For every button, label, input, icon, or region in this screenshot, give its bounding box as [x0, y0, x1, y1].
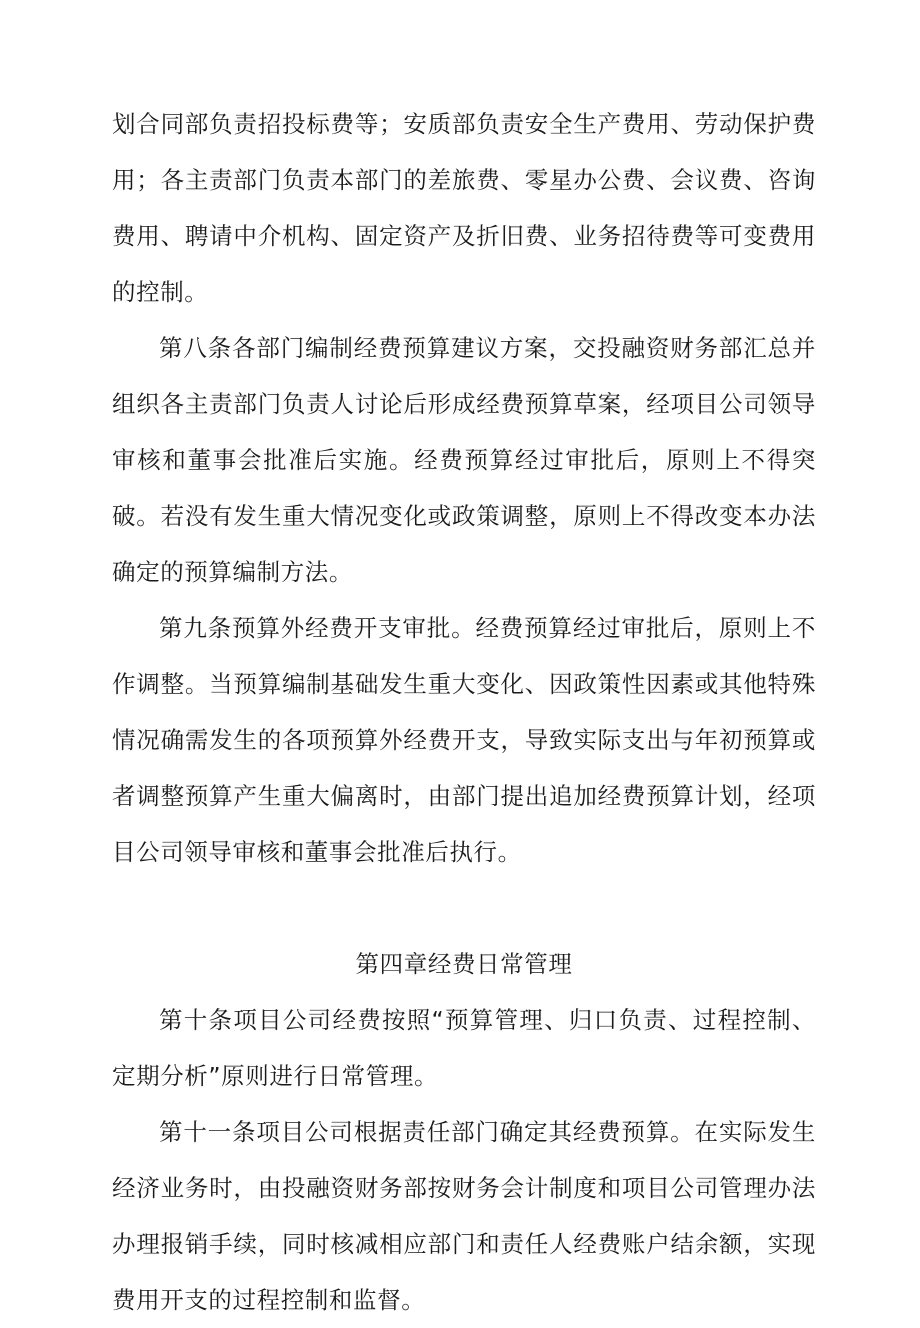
- paragraph-article-8: 第八条各部门编制经费预算建议方案，交投融资财务部汇总并组织各主责部门负责人讨论后形成经费预算草案，经项目公司领导审核和董事会批准后实施。经费预算经过审批后，原则上不得突破。若没有发生重大情况变化或政策调整，原则上不得改变本办法确定的预算编制方法。: [112, 334, 816, 586]
- paragraph-article-10: 第十条项目公司经费按照“预算管理、归口负责、过程控制、定期分析”原则进行日常管理。: [112, 1006, 816, 1090]
- document-body: [112, 96, 816, 1328]
- heading-chapter-four: 第四章经费日常管理: [355, 950, 573, 978]
- paragraph-article-11: 第十一条项目公司根据责任部门确定其经费预算。在实际发生经济业务时，由投融资财务部按财务会计制度和项目公司管理办法办理报销手续，同时核减相应部门和责任人经费账户结余额，实现费用开支的过程控制和监督。: [112, 1118, 816, 1314]
- paragraph-continued-1: 划合同部负责招投标费等；安质部负责安全生产费用、劳动保护费用；各主责部门负责本部门的差旅费、零星办公费、会议费、咨询费用、聘请中介机构、固定资产及折旧费、业务招待费等可变费用的控制。: [112, 110, 816, 306]
- section-spacer: [112, 880, 816, 936]
- paragraph-article-9: 第九条预算外经费开支审批。经费预算经过审批后，原则上不作调整。当预算编制基础发生重大变化、因政策性因素或其他特殊情况确需发生的各项预算外经费开支，导致实际支出与年初预算或者调整预算产生重大偏离时，由部门提出追加经费预算计划，经项目公司领导审核和董事会批准后执行。: [112, 614, 816, 866]
